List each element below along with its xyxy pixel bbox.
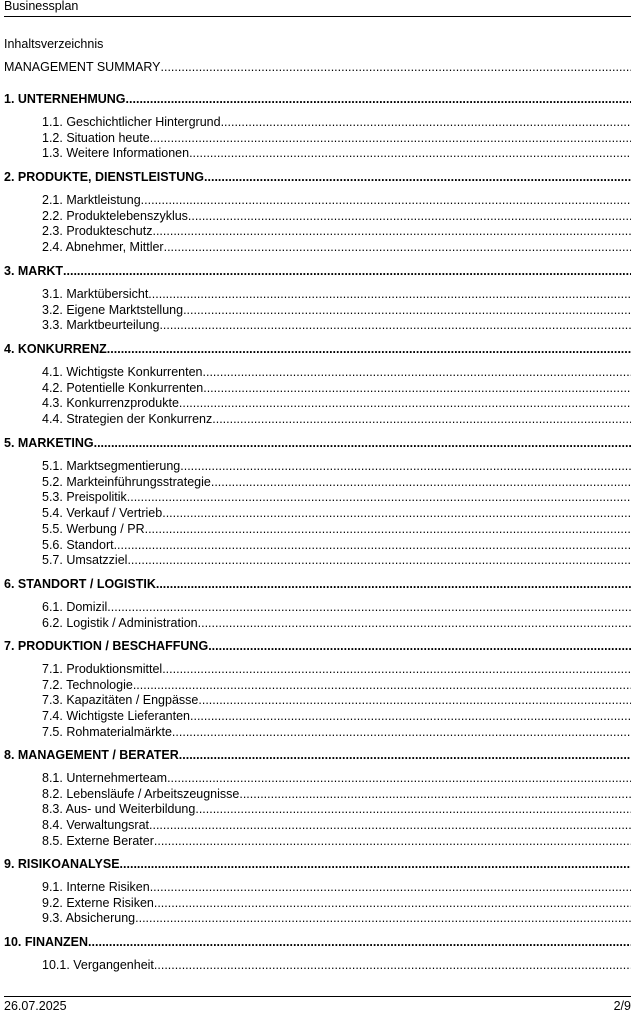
toc-item[interactable]	[42, 318, 631, 334]
toc-item[interactable]	[42, 553, 631, 569]
toc-item[interactable]	[42, 896, 631, 912]
dot-leader	[164, 240, 631, 254]
dot-leader	[145, 522, 631, 536]
toc-item-label: 5.1. Marktsegmentierung	[42, 459, 181, 473]
footer-date: 26.07.2025	[4, 999, 67, 1013]
toc-item-label: 4.4. Strategien der Konkurrenz	[42, 412, 213, 427]
dot-leader	[148, 287, 631, 301]
toc-item-label: 9.2. Externe Risiken	[42, 895, 154, 910]
dot-leader	[114, 538, 631, 552]
dot-leader	[203, 365, 632, 379]
toc-item-label: 3.1. Marktübersicht	[42, 287, 149, 301]
toc-item[interactable]	[42, 396, 631, 412]
toc-item-label: 7.5. Rohmaterialmärkte	[42, 724, 172, 739]
toc-item[interactable]	[42, 600, 631, 616]
dot-leader	[179, 396, 631, 410]
toc-entry-summary[interactable]	[4, 60, 631, 76]
dot-leader	[180, 459, 631, 473]
toc-item[interactable]	[42, 771, 631, 787]
dot-leader	[211, 475, 631, 489]
toc-item[interactable]	[42, 459, 631, 475]
toc-item[interactable]	[42, 709, 631, 725]
dot-leader	[189, 146, 631, 160]
dot-leader	[167, 771, 631, 785]
toc-section-label: 7. PRODUKTION / BESCHAFFUNG	[4, 639, 209, 653]
dot-leader	[133, 678, 631, 692]
toc-item-label: 3.2. Eigene Marktstellung	[42, 302, 184, 317]
toc-item[interactable]	[42, 412, 631, 428]
dot-leader	[212, 412, 631, 426]
toc-item-label: 7.1. Produktionsmittel	[42, 662, 163, 676]
dot-leader	[183, 303, 631, 317]
toc-item-label: 3.3. Marktbeurteilung	[42, 318, 160, 333]
toc-item[interactable]	[42, 802, 631, 818]
dot-leader	[154, 834, 631, 848]
toc-item-label: 6.2. Logistik / Administration	[42, 615, 198, 630]
dot-leader	[198, 693, 631, 707]
dot-leader	[239, 787, 631, 801]
toc-section-label: 5. MARKETING	[4, 436, 94, 450]
toc-item[interactable]	[42, 818, 631, 834]
page-number: 2/9	[613, 999, 631, 1013]
dot-leader	[195, 802, 631, 816]
toc-item[interactable]	[42, 678, 631, 694]
dot-leader	[135, 911, 631, 925]
dot-leader	[162, 662, 631, 676]
dot-leader	[161, 60, 631, 74]
toc-title: Inhaltsverzeichnis	[4, 37, 104, 51]
toc-item-label: 2.4. Abnehmer, Mittler	[42, 240, 164, 255]
toc-item[interactable]	[42, 958, 631, 974]
toc-section-label: 3. MARKT	[4, 264, 64, 278]
toc-item-label: 8.2. Lebensläufe / Arbeitszeugnisse	[42, 786, 240, 801]
dot-leader	[126, 92, 631, 106]
dot-leader	[107, 600, 631, 614]
toc-section-1[interactable]	[4, 92, 631, 108]
toc-item[interactable]	[42, 880, 631, 896]
toc-item-label: 2.2. Produktelebenszyklus	[42, 208, 188, 223]
dot-leader	[154, 896, 631, 910]
toc-section-label: 8. MANAGEMENT / BERATER	[4, 748, 179, 762]
dot-leader	[127, 553, 631, 567]
toc-item[interactable]	[42, 475, 631, 491]
dot-leader	[127, 490, 631, 504]
toc-section-8[interactable]	[4, 748, 631, 764]
toc-section-label: 9. RISIKOANALYSE	[4, 857, 120, 871]
toc-item-label: 8.3. Aus- und Weiterbildung	[42, 802, 196, 817]
dot-leader	[154, 958, 631, 972]
dot-leader	[203, 381, 631, 395]
dot-leader	[204, 170, 631, 184]
dot-leader	[198, 616, 631, 630]
dot-leader	[190, 709, 631, 723]
dot-leader	[63, 264, 631, 278]
toc-section-7[interactable]	[4, 639, 631, 655]
dot-leader	[162, 506, 631, 520]
toc-item[interactable]	[42, 522, 631, 538]
dot-leader	[141, 193, 631, 207]
toc-item[interactable]	[42, 381, 631, 397]
toc-item[interactable]	[42, 693, 631, 709]
toc-item-label: 7.4. Wichtigste Lieferanten	[42, 709, 190, 724]
dot-leader	[172, 725, 631, 739]
dot-leader	[188, 209, 631, 223]
toc-item-label: 1.3. Weitere Informationen	[42, 146, 190, 161]
toc-item-label: 10.1. Vergangenheit	[42, 958, 154, 972]
toc-item[interactable]	[42, 240, 631, 256]
toc-section-label: 10. FINANZEN	[4, 935, 89, 949]
toc-item[interactable]	[42, 209, 631, 225]
dot-leader	[159, 318, 631, 332]
document-title: Businessplan	[4, 0, 79, 13]
toc-item[interactable]	[42, 365, 631, 381]
toc-section-label: 6. STANDORT / LOGISTIK	[4, 577, 156, 591]
toc-item[interactable]	[42, 193, 631, 209]
toc-item-label: 5.5. Werbung / PR	[42, 521, 145, 536]
toc-item[interactable]	[42, 131, 631, 147]
toc-item-label: 9.3. Absicherung	[42, 911, 136, 926]
toc-item-label: 6.1. Domizil	[42, 600, 108, 614]
toc-item[interactable]	[42, 834, 631, 850]
page-footer	[4, 996, 631, 1016]
toc-item-label: 2.3. Produkteschutz	[42, 224, 153, 239]
toc-section-3[interactable]	[4, 264, 631, 280]
toc-entry-label: MANAGEMENT SUMMARY	[4, 60, 161, 74]
toc-section-6[interactable]	[4, 577, 631, 593]
toc-item-label: 1.1. Geschichtlicher Hintergrund	[42, 115, 221, 129]
toc-section-9[interactable]	[4, 857, 631, 873]
toc-item[interactable]	[42, 146, 631, 162]
toc-item[interactable]	[42, 911, 631, 927]
toc-section-5[interactable]	[4, 436, 631, 452]
toc-item[interactable]	[42, 506, 631, 522]
dot-leader	[221, 115, 631, 129]
dot-leader	[156, 577, 631, 591]
toc-item-label: 4.2. Potentielle Konkurrenten	[42, 380, 204, 395]
dot-leader	[208, 639, 631, 653]
toc-item[interactable]	[42, 490, 631, 506]
toc-section-4[interactable]	[4, 342, 631, 358]
dot-leader	[120, 857, 631, 871]
dot-leader	[150, 880, 631, 894]
toc-item[interactable]	[42, 616, 631, 632]
toc-item[interactable]	[42, 538, 631, 554]
toc-section-label: 2. PRODUKTE, DIENSTLEISTUNG	[4, 170, 205, 184]
toc-item-label: 5.3. Preispolitik	[42, 490, 127, 505]
toc-item[interactable]	[42, 662, 631, 678]
toc-item-label: 1.2. Situation heute	[42, 130, 150, 145]
dot-leader	[179, 748, 631, 762]
toc-item-label: 2.1. Marktleistung	[42, 193, 141, 207]
toc-item[interactable]	[42, 725, 631, 741]
toc-item[interactable]	[42, 224, 631, 240]
toc-section-2[interactable]	[4, 170, 631, 186]
dot-leader	[88, 935, 631, 949]
toc-item-label: 8.1. Unternehmerteam	[42, 771, 168, 785]
toc-section-label: 4. KONKURRENZ	[4, 342, 107, 356]
toc-item-label: 7.2. Technologie	[42, 677, 133, 692]
page-header	[4, 0, 631, 17]
dot-leader	[107, 342, 631, 356]
toc-item-label: 9.1. Interne Risiken	[42, 880, 150, 894]
toc-item-label: 8.5. Externe Berater	[42, 833, 154, 848]
toc-item-label: 5.2. Markteinführungsstrategie	[42, 474, 211, 489]
toc-section-10[interactable]	[4, 935, 631, 951]
toc-item-label: 5.4. Verkauf / Vertrieb	[42, 506, 163, 521]
toc-item-label: 8.4. Verwaltungsrat	[42, 818, 150, 833]
dot-leader	[149, 818, 631, 832]
dot-leader	[150, 131, 631, 145]
toc-item[interactable]	[42, 787, 631, 803]
toc-item-label: 7.3. Kapazitäten / Engpässe	[42, 693, 199, 708]
toc-item-label: 4.1. Wichtigste Konkurrenten	[42, 365, 203, 379]
dot-leader	[94, 436, 631, 450]
toc-item-label: 4.3. Konkurrenzprodukte	[42, 396, 179, 411]
toc-item[interactable]	[42, 303, 631, 319]
toc-item[interactable]	[42, 115, 631, 131]
toc-section-label: 1. UNTERNEHMUNG	[4, 92, 126, 106]
toc-item[interactable]	[42, 287, 631, 303]
toc-item-label: 5.7. Umsatzziel	[42, 553, 128, 568]
toc-item-label: 5.6. Standort	[42, 537, 114, 552]
dot-leader	[152, 224, 631, 238]
